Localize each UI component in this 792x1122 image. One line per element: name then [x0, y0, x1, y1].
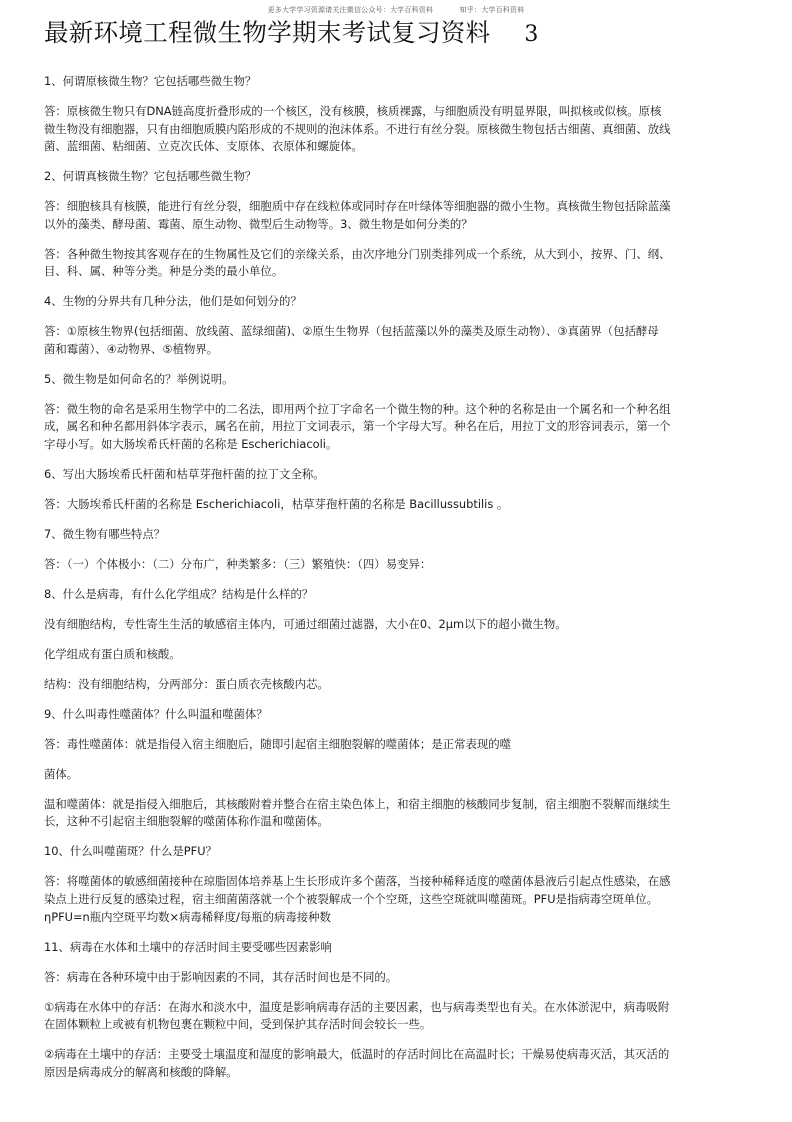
text-line: 没有细胞结构，专性寄生生活的敏感宿主体内，可通过细菌过滤器，大小在0、2μm以下的超小微生物。: [44, 616, 567, 631]
answer-paragraph: [44, 766, 754, 784]
text-line: 化学组成有蛋白质和核酸。: [44, 646, 181, 661]
text-line: 答：毒性噬菌体：就是指侵入宿主细胞后，随即引起宿主细胞裂解的噬菌体；是正常表现的噬: [44, 736, 512, 751]
text-line: 答：微生物的命名是采用生物学中的二名法，即用两个拉丁字命名一个微生物的种。这个种的名称是由一个属名和一个种名组: [44, 401, 671, 416]
answer-paragraph: [44, 616, 754, 634]
text-line: 温和噬菌体：就是指侵入细胞后，其核酸附着并整合在宿主染色体上，和宿主细胞的核酸同步复制，宿主细胞不裂解而继续生: [44, 796, 671, 811]
question-paragraph: [44, 371, 754, 389]
text-line: 4、生物的分界共有几种分法，他们是如何划分的？: [44, 294, 302, 309]
answer-paragraph: [44, 246, 754, 281]
text-line: 菌体。: [44, 766, 79, 781]
answer-paragraph: [44, 323, 754, 358]
text-line: 11、病毒在水体和土壤中的存活时间主要受哪些因素影响: [44, 939, 332, 954]
text-line: 目、科、属、种等分类。种是分类的最小单位。: [44, 264, 284, 279]
answer-paragraph: [44, 103, 754, 156]
text-line: 在固体颗粒上或被有机物包裹在颗粒中间，受到保护其存活时间会较长一些。: [44, 1017, 432, 1032]
question-paragraph: [44, 466, 754, 484]
text-line: 10、什么叫噬菌斑？什么是PFU？: [44, 844, 217, 859]
text-line: 8、什么是病毒，有什么化学组成？结构是什么样的？: [44, 586, 314, 601]
answer-paragraph: [44, 496, 754, 514]
text-line: 成，属名和种名都用斜体字表示，属名在前，用拉丁文词表示，第一个字母大写。种名在后，用拉丁文的形容词表示，第一个: [44, 419, 671, 434]
text-line: 长，这种不引起宿主细胞裂解的噬菌体称作温和噬菌体。: [44, 814, 329, 829]
document-title: [44, 14, 539, 49]
document-body: [44, 73, 754, 1094]
text-line: ①病毒在水体中的存活：在海水和淡水中，温度是影响病毒存活的主要因素，也与病毒类型也有关。在水体淤泥中，病毒吸附: [44, 999, 670, 1014]
text-line: 以外的藻类、酵母菌、霉菌、原生动物、微型后生动物等。3、微生物是如何分类的？: [44, 216, 473, 231]
text-line: 答：①原核生物界(包括细菌、放线菌、蓝绿细菌)、②原生生物界（包括蓝藻以外的藻类及原生动物）、③真菌界（包括酵母: [44, 324, 659, 339]
question-paragraph: [44, 706, 754, 724]
text-line: 原因是病毒成分的解离和核酸的降解。: [44, 1064, 238, 1079]
answer-paragraph: [44, 736, 754, 754]
question-paragraph: [44, 73, 754, 91]
answer-paragraph: [44, 198, 754, 233]
answer-paragraph: [44, 646, 754, 664]
document-title-text: 最新环境工程微生物学期末考试复习资料: [44, 18, 491, 47]
text-line: 9、什么叫毒性噬菌体？什么叫温和噬菌体？: [44, 706, 268, 721]
text-line: 答：病毒在各种环境中由于影响因素的不同，其存活时间也是不同的。: [44, 969, 398, 984]
answer-paragraph: [44, 676, 754, 694]
text-line: 答：细胞核具有核膜，能进行有丝分裂，细胞质中存在线粒体或同时存在叶绿体等细胞器的微小生物。真核微生物包括除蓝藻: [44, 199, 671, 214]
text-line: ②病毒在土壤中的存活：主要受土壤温度和湿度的影响最大，低温时的存活时间比在高温时长；干燥易使病毒灭活，其灭活的: [44, 1047, 670, 1062]
answer-paragraph: [44, 556, 754, 574]
text-line: 5、微生物是如何命名的？举例说明。: [44, 371, 234, 386]
answer-paragraph: [44, 969, 754, 987]
answer-paragraph: [44, 796, 754, 831]
text-line: 7、微生物有哪些特点？: [44, 526, 166, 541]
answer-paragraph: [44, 999, 754, 1034]
text-line: 6、写出大肠埃希氏杆菌和枯草芽孢杆菌的拉丁文全称。: [44, 467, 325, 482]
text-line: 结构：没有细胞结构，分两部分：蛋白质衣壳核酸内芯。: [44, 676, 329, 691]
document-title-number: 3: [524, 22, 539, 47]
text-line: 答：大肠埃希氏杆菌的名称是 Escherichiacoli，枯草芽孢杆菌的名称是 Bacillussubtilis 。: [44, 497, 509, 511]
answer-paragraph: [44, 401, 754, 454]
text-line: 菌和霉菌）、④动物界、⑤植物界。: [44, 341, 219, 356]
question-paragraph: [44, 526, 754, 544]
text-line: ηPFU=n瓶内空斑平均数×病毒稀释度/每瓶的病毒接种数: [44, 909, 331, 924]
text-line: 微生物没有细胞器，只有由细胞质膜内陷形成的不规则的泡沫体系。不进行有丝分裂。原核微生物包括古细菌、真细菌、放线: [44, 121, 671, 136]
text-line: 染点上进行反复的感染过程，宿主细菌菌落就一个个被裂解成一个个空斑，这些空斑就叫噬菌斑。PFU是指病毒空斑单位。: [44, 892, 659, 906]
answer-paragraph: [44, 873, 754, 926]
text-line: 1、何谓原核微生物？它包括哪些微生物？: [44, 74, 257, 88]
answer-paragraph: [44, 1046, 754, 1081]
text-line: 2、何谓真核微生物？它包括哪些微生物？: [44, 169, 257, 184]
text-line: 菌、蓝细菌、粘细菌、立克次氏体、支原体、衣原体和螺旋体。: [44, 139, 363, 154]
header-note-right: 知乎：大学百科资料: [459, 6, 525, 14]
text-line: 答：（一）个体极小：（二）分布广，种类繁多：（三）繁殖快：（四）易变异：: [44, 556, 432, 571]
question-paragraph: [44, 843, 754, 861]
question-paragraph: [44, 293, 754, 311]
question-paragraph: [44, 168, 754, 186]
text-line: 答：各种微生物按其客观存在的生物属性及它们的亲缘关系，由次序地分门别类排列成一个系统，从大到小，按界、门、纲、: [44, 246, 671, 261]
text-line: 答：将噬菌体的敏感细菌接种在琼脂固体培养基上生长形成许多个菌落，当接种稀释适度的噬菌体悬液后引起点性感染，在感: [44, 874, 671, 889]
text-line: 字母小写。如大肠埃希氏杆菌的名称是 Escherichiacoli。: [44, 437, 338, 452]
header-note-left: 更多大学学习资源请关注微信公众号：大学百科资料: [267, 6, 434, 14]
question-paragraph: [44, 939, 754, 957]
question-paragraph: [44, 586, 754, 604]
text-line: 答：原核微生物只有DNA链高度折叠形成的一个核区，没有核膜，核质裸露，与细胞质没有明显界限，叫拟核或似核。原核: [44, 103, 662, 118]
